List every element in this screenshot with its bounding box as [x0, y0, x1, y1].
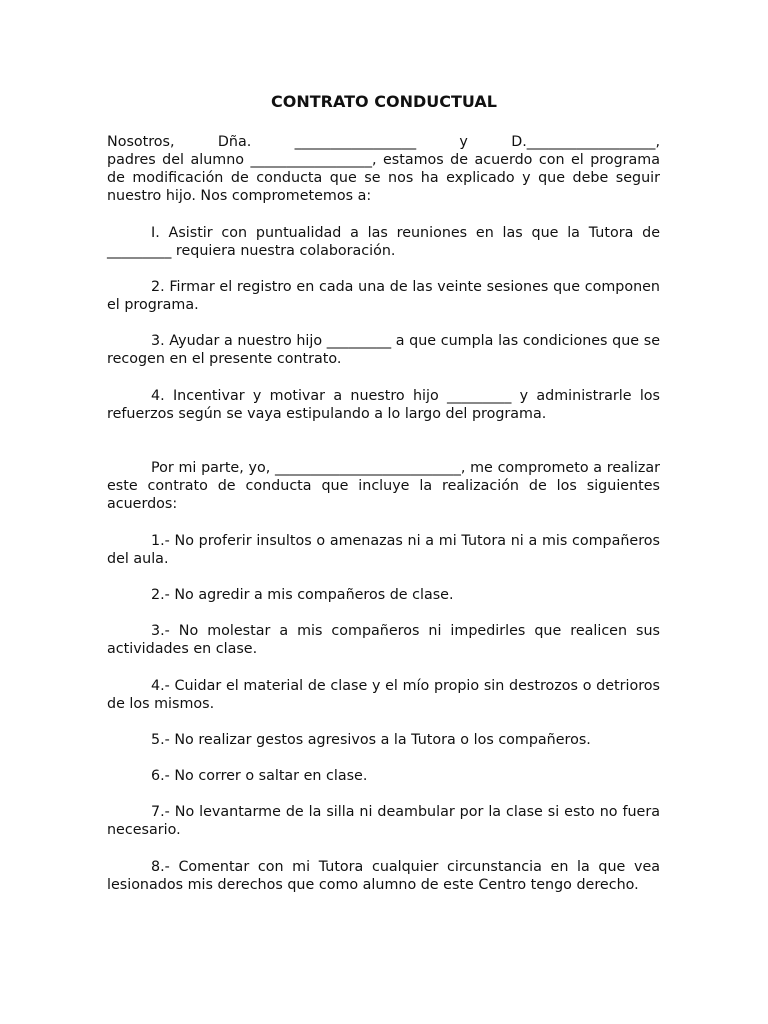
document-title: CONTRATO CONDUCTUAL [271, 92, 497, 111]
student-commitment-2: 2.- No agredir a mis compañeros de clase. [151, 587, 454, 603]
student-commitment-3: 3.- No molestar a mis compañeros ni impedirles que realicen sus actividades en clase. [107, 623, 660, 658]
student-commitment-4: 4.- Cuidar el material de clase y el mío propio sin destrozos o detrioros de los mismos. [107, 678, 660, 713]
parent-commitment-4: 4. Incentivar y motivar a nuestro hijo _________ y administrarle los refuerzos según se vaya estipulando a lo largo del programa. [107, 388, 660, 423]
parent-commitment-2: 2. Firmar el registro en cada una de las veinte sesiones que componen el programa. [107, 279, 660, 314]
student-commitment-7: 7.- No levantarme de la silla ni deambular por la clase si esto no fuera necesario. [107, 804, 660, 839]
intro-paragraph: padres del alumno _________________, estamos de acuerdo con el programa de modificación de conducta que se nos ha explicado y que debe seguir nuestro hijo. Nos comprometemos a: [107, 152, 660, 205]
student-commitment-8: 8.- Comentar con mi Tutora cualquier circunstancia en la que vea lesionados mis derechos que como alumno de este Centro tengo derecho. [107, 859, 660, 894]
parent-commitment-1: I. Asistir con puntualidad a las reuniones en las que la Tutora de _________ requiera nuestra colaboración. [107, 225, 660, 260]
intro-first-line: Nosotros, Dña. _________________ y D.__________________, [107, 134, 660, 150]
student-commitment-1: 1.- No proferir insultos o amenazas ni a mi Tutora ni a mis compañeros del aula. [107, 533, 660, 568]
student-commitment-5: 5.- No realizar gestos agresivos a la Tutora o los compañeros. [151, 732, 591, 748]
student-commitment-6: 6.- No correr o saltar en clase. [151, 768, 368, 784]
student-intro-paragraph: Por mi parte, yo, __________________________, me comprometo a realizar este contrato de conducta que incluye la realización de los siguientes acuerdos: [107, 460, 660, 513]
parent-commitment-3: 3. Ayudar a nuestro hijo _________ a que cumpla las condiciones que se recogen en el presente contrato. [107, 333, 660, 368]
